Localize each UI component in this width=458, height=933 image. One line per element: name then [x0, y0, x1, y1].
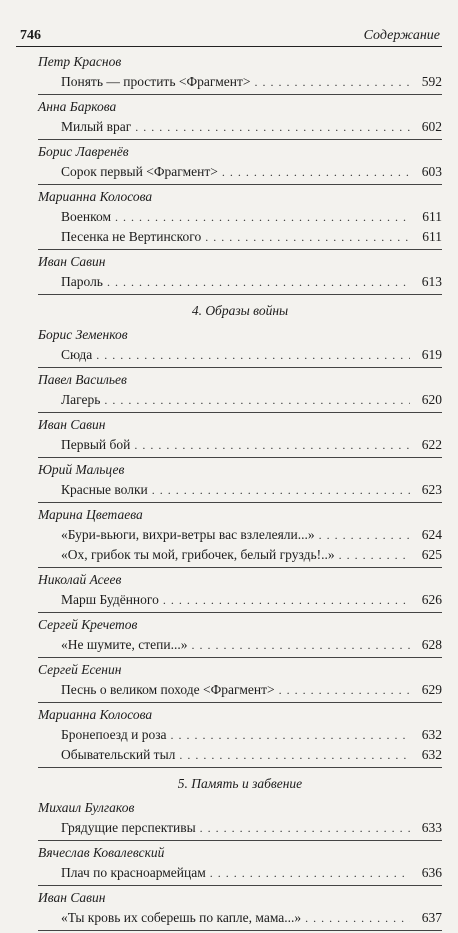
entry-title: Песнь о великом походе <Фрагмент> [61, 682, 275, 697]
author-name: Анна Баркова [38, 99, 117, 114]
entry-title: Марш Будённого [61, 592, 159, 607]
entry-title: «Ты кровь их соберешь по капле, мама...» [61, 910, 302, 925]
toc-entry [38, 480, 442, 500]
toc-entry [38, 908, 442, 928]
dot-leader [255, 72, 410, 92]
page-number: 746 [20, 28, 41, 43]
entry-page: 611 [422, 209, 442, 224]
author-name: Борис Лавренёв [38, 144, 129, 159]
entry-page: 592 [421, 74, 442, 89]
entry-title: «Бури-вьюги, вихри-ветры вас взлелеяли...» [61, 527, 315, 542]
author-name: Павел Васильев [38, 372, 127, 387]
dot-leader [339, 545, 410, 565]
author-name: Вячеслав Ковалевский [38, 845, 165, 860]
dot-leader [96, 345, 410, 365]
divider [38, 702, 442, 703]
author-name: Сергей Есенин [38, 662, 122, 677]
entry-page: 620 [421, 392, 442, 407]
dot-leader [305, 908, 410, 928]
entry-title: Пароль [61, 274, 103, 289]
entry-title: Песенка не Вертинского [61, 229, 202, 244]
toc-entry [38, 435, 442, 455]
entry-title: «Не шумите, степи...» [61, 637, 188, 652]
divider [38, 94, 442, 95]
entry-page: 624 [421, 527, 442, 542]
dot-leader [319, 525, 410, 545]
entry-title: Лагерь [61, 392, 101, 407]
toc-entry [38, 117, 442, 137]
toc-entry [38, 545, 442, 565]
divider [38, 294, 442, 295]
author-name: Петр Краснов [38, 54, 122, 69]
toc-entry [38, 680, 442, 700]
dot-leader [152, 480, 410, 500]
entry-title: Красные волки [61, 482, 148, 497]
divider [38, 249, 442, 250]
entry-title: Бронепоезд и роза [61, 727, 167, 742]
entry-title: Сюда [61, 347, 93, 362]
dot-leader [135, 117, 410, 137]
entry-title: Военком [61, 209, 112, 224]
author-name: Марианна Колосова [38, 189, 153, 204]
dot-leader [163, 590, 410, 610]
entry-title: Милый враг [61, 119, 132, 134]
author-name: Михаил Булгаков [38, 800, 135, 815]
dot-leader [191, 635, 410, 655]
toc-entry [38, 745, 442, 765]
toc-entry [38, 863, 442, 883]
author-name: Иван Савин [38, 417, 106, 432]
dot-leader [171, 725, 410, 745]
author-name: Борис Земенков [38, 327, 128, 342]
toc-entry [38, 635, 442, 655]
toc-entry [38, 725, 442, 745]
toc-entry [38, 590, 442, 610]
dot-leader [134, 435, 410, 455]
entry-title: Обывательский тыл [61, 747, 176, 762]
dot-leader [179, 745, 410, 765]
divider [38, 840, 442, 841]
entry-page: 636 [421, 865, 442, 880]
divider [38, 184, 442, 185]
divider [38, 612, 442, 613]
running-title: Содержание [363, 28, 440, 43]
divider [38, 412, 442, 413]
section-heading: 4. Образы войны [191, 303, 289, 318]
author-name: Юрий Мальцев [38, 462, 125, 477]
entry-title: Понять — простить <Фрагмент> [61, 74, 251, 89]
toc-entry [38, 525, 442, 545]
entry-page: 622 [421, 437, 442, 452]
divider [38, 657, 442, 658]
entry-page: 629 [421, 682, 442, 697]
divider [38, 502, 442, 503]
toc-entry [38, 72, 442, 92]
divider [38, 457, 442, 458]
divider [38, 139, 442, 140]
dot-leader [205, 227, 410, 247]
entry-page: 625 [421, 547, 442, 562]
table-of-contents [38, 52, 442, 933]
toc-entry [38, 207, 442, 227]
section-heading: 5. Память и забвение [177, 776, 303, 791]
dot-leader [104, 390, 410, 410]
divider [38, 930, 442, 931]
divider [38, 767, 442, 768]
entry-title: Грядущие перспективы [61, 820, 196, 835]
author-name: Николай Асеев [38, 572, 122, 587]
dot-leader [210, 863, 410, 883]
divider [38, 567, 442, 568]
author-name: Марианна Колосова [38, 707, 153, 722]
entry-page: 632 [421, 727, 442, 742]
entry-page: 603 [421, 164, 442, 179]
toc-entry [38, 227, 442, 247]
entry-page: 611 [422, 229, 442, 244]
entry-title: Плач по красноармейцам [61, 865, 206, 880]
entry-page: 613 [421, 274, 442, 289]
entry-page: 632 [421, 747, 442, 762]
toc-entry [38, 390, 442, 410]
dot-leader [222, 162, 410, 182]
toc-entry [38, 345, 442, 365]
entry-page: 628 [421, 637, 442, 652]
dot-leader [107, 272, 410, 292]
entry-page: 637 [421, 910, 442, 925]
entry-page: 619 [421, 347, 442, 362]
running-header [16, 26, 442, 47]
divider [38, 367, 442, 368]
entry-title: Сорок первый <Фрагмент> [61, 164, 218, 179]
entry-title: Первый бой [61, 437, 131, 452]
dot-leader [115, 207, 410, 227]
entry-title: «Ох, грибок ты мой, грибочек, белый груздь!..» [61, 547, 335, 562]
author-name: Марина Цветаева [38, 507, 143, 522]
dot-leader [279, 680, 410, 700]
toc-entry [38, 162, 442, 182]
toc-entry [38, 272, 442, 292]
entry-page: 633 [421, 820, 442, 835]
entry-page: 602 [421, 119, 442, 134]
entry-page: 623 [421, 482, 442, 497]
author-name: Иван Савин [38, 254, 106, 269]
entry-page: 626 [421, 592, 442, 607]
dot-leader [200, 818, 410, 838]
divider [38, 885, 442, 886]
toc-entry [38, 818, 442, 838]
author-name: Иван Савин [38, 890, 106, 905]
author-name: Сергей Кречетов [38, 617, 138, 632]
